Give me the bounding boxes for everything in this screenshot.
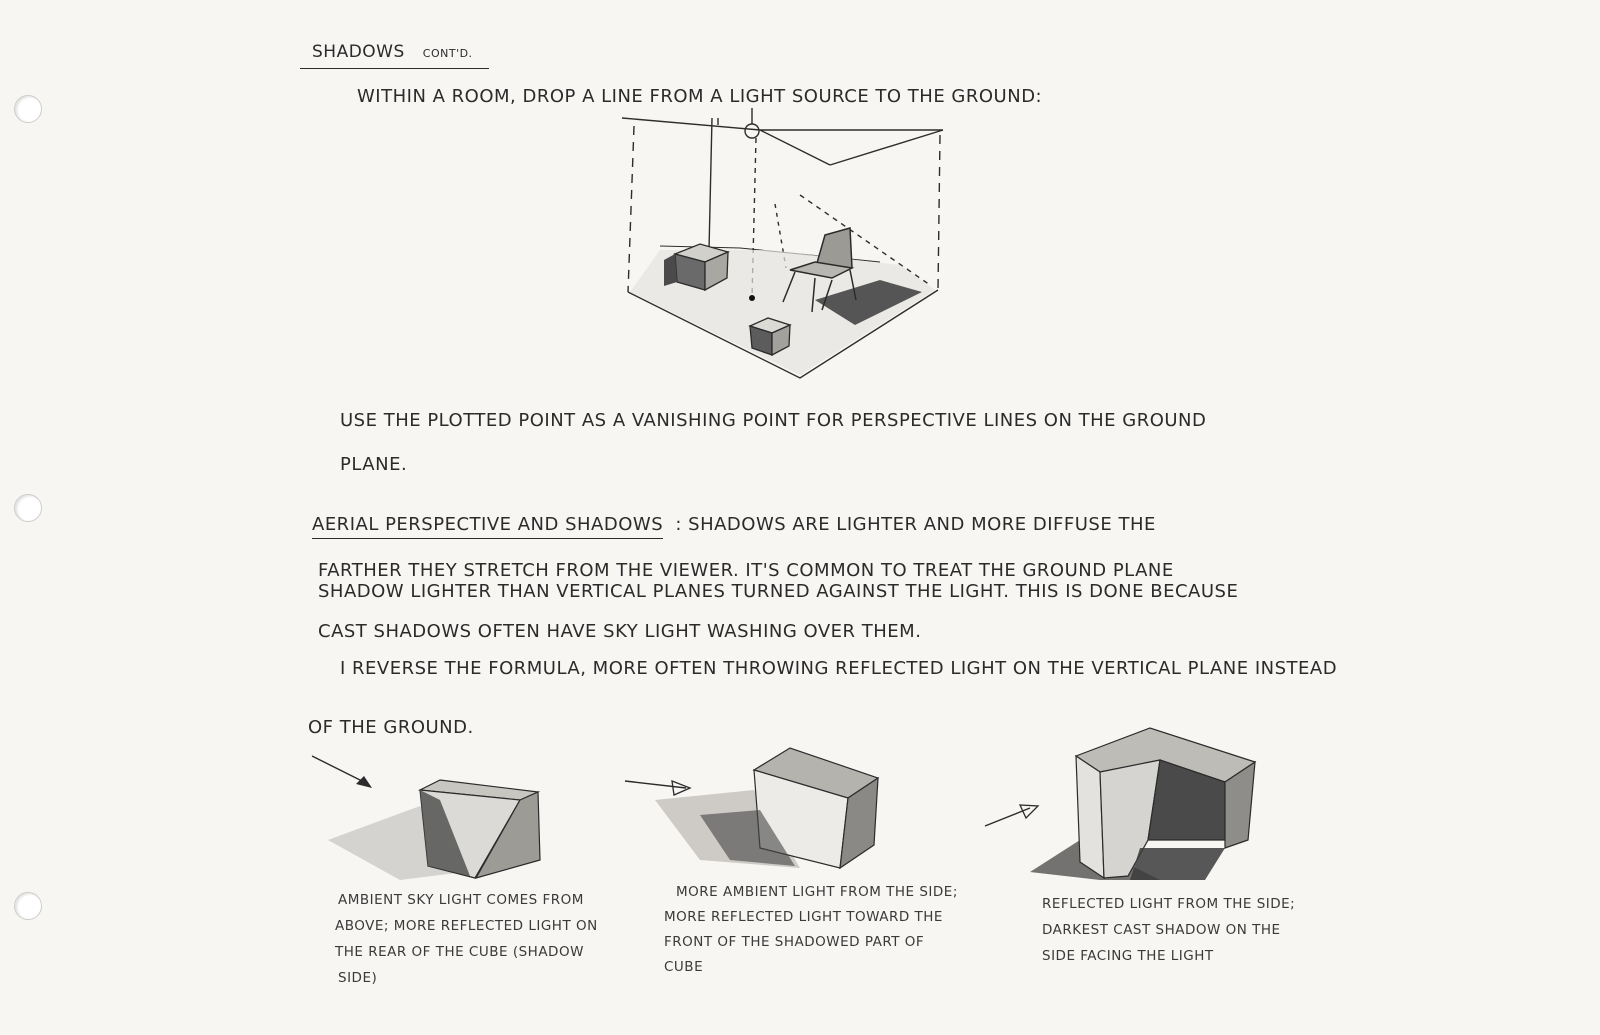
cube-sketch-1 — [312, 756, 540, 880]
cube-sketch-3 — [985, 728, 1255, 880]
title-text: SHADOWS — [312, 42, 405, 62]
caption-2-line-4: CUBE — [664, 959, 704, 975]
caption-3-line-1: REFLECTED LIGHT FROM THE SIDE; — [1042, 896, 1296, 912]
aerial-line-3: SHADOW LIGHTER THAN VERTICAL PLANES TURNED AGAINST THE LIGHT. THIS IS DONE BECAUSE — [318, 581, 1239, 602]
intro-line: WITHIN A ROOM, DROP A LINE FROM A LIGHT SOURCE TO THE GROUND: — [357, 86, 1043, 107]
aerial-line-4: CAST SHADOWS OFTEN HAVE SKY LIGHT WASHING OVER THEM. — [318, 621, 922, 642]
caption-1-line-1: AMBIENT SKY LIGHT COMES FROM — [338, 892, 584, 908]
caption-2-line-2: MORE REFLECTED LIGHT TOWARD THE — [664, 909, 943, 925]
aerial-heading: AERIAL PERSPECTIVE AND SHADOWS — [312, 514, 663, 539]
aerial-line-1: : SHADOWS ARE LIGHTER AND MORE DIFFUSE THE — [675, 514, 1156, 535]
cube-sketch-2 — [625, 748, 878, 868]
title-suffix: CONT'D. — [422, 47, 473, 60]
vanishing-point-line-1: USE THE PLOTTED POINT AS A VANISHING POINT FOR PERSPECTIVE LINES ON THE GROUND — [340, 410, 1207, 431]
caption-1-line-4: SIDE) — [338, 970, 378, 986]
aerial-line-2: FARTHER THEY STRETCH FROM THE VIEWER. IT'S COMMON TO TREAT THE GROUND PLANE — [318, 560, 1174, 581]
caption-2-line-3: FRONT OF THE SHADOWED PART OF — [664, 934, 925, 950]
caption-2-line-1: MORE AMBIENT LIGHT FROM THE SIDE; — [676, 884, 958, 900]
aerial-line-6: OF THE GROUND. — [308, 717, 474, 738]
caption-1-line-2: ABOVE; MORE REFLECTED LIGHT ON — [335, 918, 598, 934]
vanishing-point-line-2: PLANE. — [340, 454, 408, 475]
caption-1-line-3: THE REAR OF THE CUBE (SHADOW — [335, 944, 584, 960]
caption-3-line-2: DARKEST CAST SHADOW ON THE — [1042, 922, 1281, 938]
caption-3-line-3: SIDE FACING THE LIGHT — [1042, 948, 1214, 964]
aerial-line-5: I REVERSE THE FORMULA, MORE OFTEN THROWING REFLECTED LIGHT ON THE VERTICAL PLANE INSTEAD — [340, 658, 1338, 679]
